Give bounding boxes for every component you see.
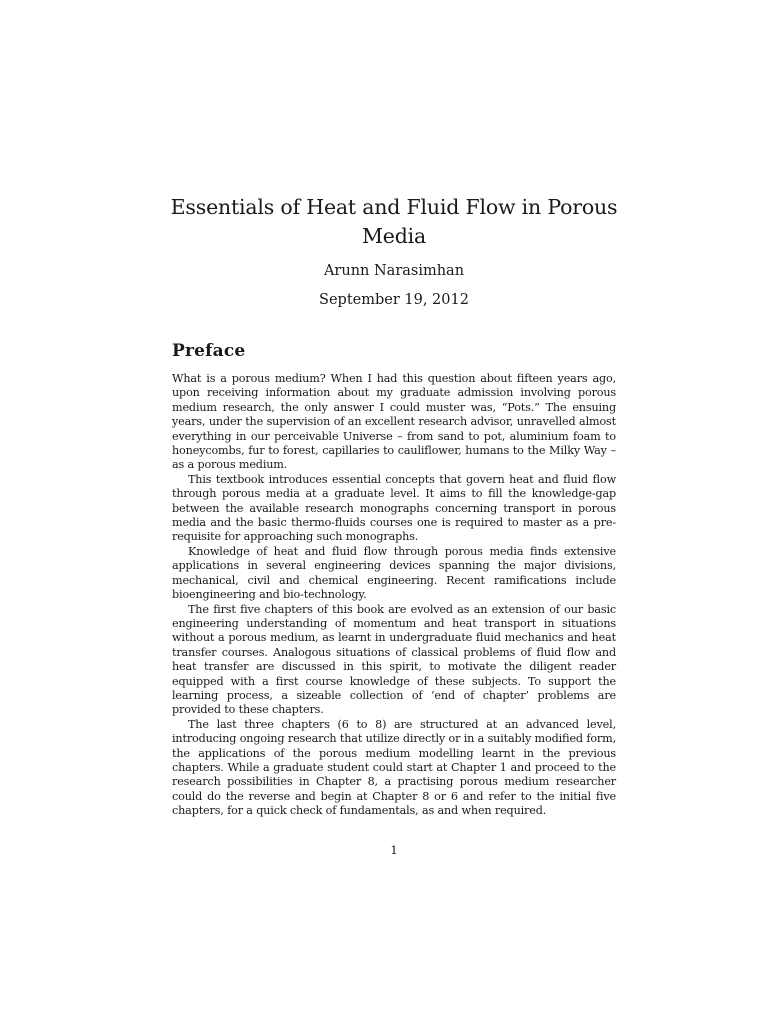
paragraph: Knowledge of heat and fluid flow through porous media finds extensive applications in several engineering devices spanning the major divisions, mechanical, civil and chemical engineering. Recent ramifications include bioengineering and bio-technology. (172, 544, 616, 602)
page-number: 1 (390, 843, 398, 857)
document-author: Arunn Narasimhan (323, 263, 465, 279)
preface-body (172, 372, 616, 819)
paragraph: The first five chapters of this book are evolved as an extension of our basic engineering understanding of momentum and heat transport in situations without a porous medium, as learnt in undergraduate fluid mechanics and heat transfer courses. Analogous situations of classical problems of fluid flow and heat transfer are discussed in this spirit, to motivate the diligent reader equipped with a first course knowledge of these subjects. To support the learning process, a sizeable collection of ‘end of chapter’ problems are provided to these chapters. (172, 602, 616, 717)
document-title: Essentials of Heat and Fluid Flow in Porous Media (170, 195, 618, 248)
paragraph: What is a porous medium? When I had this question about fifteen years ago, upon receiving information about my graduate admission involving porous medium research, the only answer I could muster was, “Pots.” The ensuing years, under the supervision of an excellent research advisor, unravelled almost everything in our perceivable Universe – from sand to pot, aluminium foam to honeycombs, fur to forest, capillaries to cauliflower, humans to the Milky Way – as a porous medium. (172, 372, 616, 472)
paragraph: This textbook introduces essential concepts that govern heat and fluid flow through porous media at a graduate level. It aims to fill the knowledge-gap between the available research monographs concerning transport in porous media and the basic thermo-fluids courses one is required to master as a pre-requisite for approaching such monographs. (172, 472, 616, 544)
section-heading-preface: Preface (172, 341, 246, 361)
paragraph: The last three chapters (6 to 8) are structured at an advanced level, introducing ongoing research that utilize directly or in a suitably modified form, the applications of the porous medium modelling learnt in the previous chapters. While a graduate student could start at Chapter 1 and proceed to the research possibilities in Chapter 8, a practising porous medium researcher could do the reverse and begin at Chapter 8 or 6 and refer to the initial five chapters, for a quick check of fundamentals, as and when required. (172, 717, 616, 818)
document-date: September 19, 2012 (319, 292, 469, 308)
